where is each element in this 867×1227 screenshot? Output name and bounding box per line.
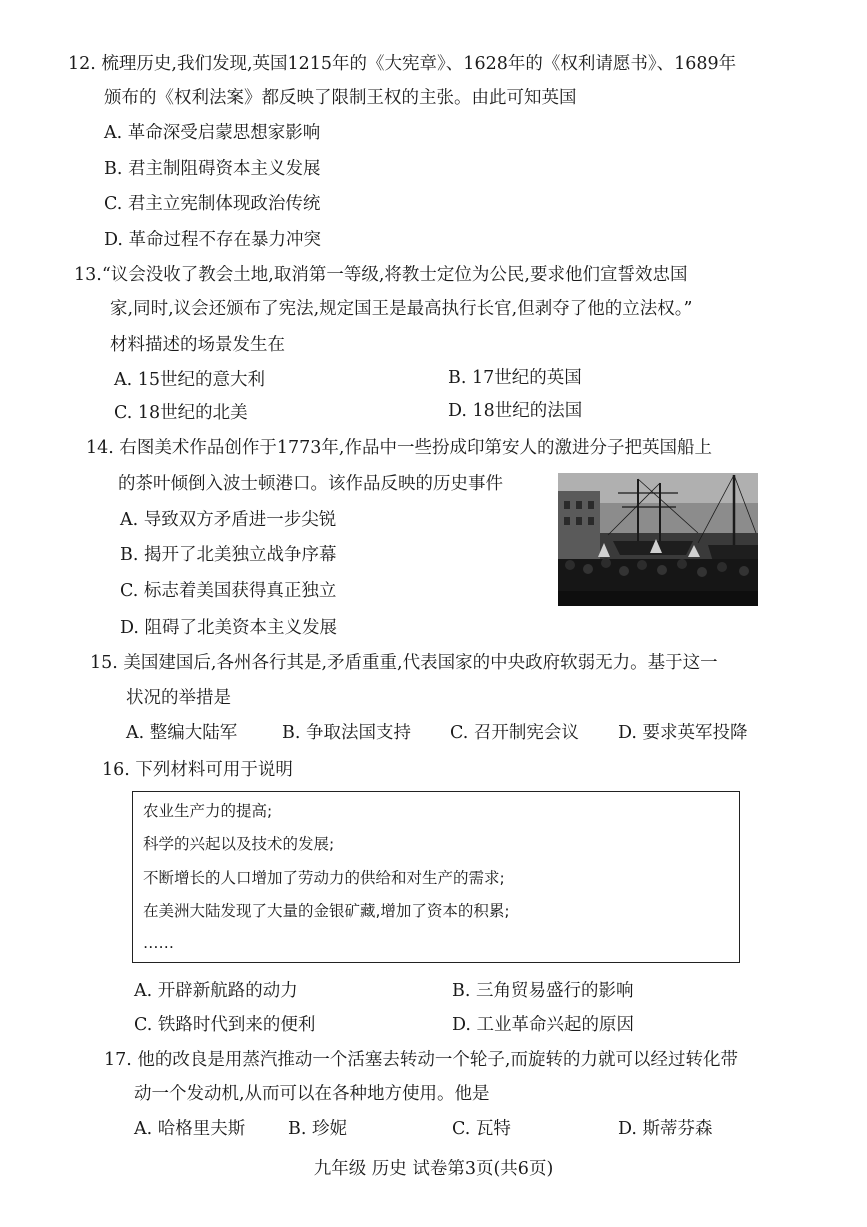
q17-option-c: C. 瓦特	[452, 1119, 511, 1139]
q13-stem-line3: 材料描述的场景发生在	[110, 335, 285, 355]
page-footer: 九年级 历史 试卷第3页(共6页)	[313, 1159, 554, 1179]
q13-option-d: D. 18世纪的法国	[448, 401, 583, 421]
q15-stem-line2: 状况的举措是	[126, 688, 231, 708]
q12-stem-line1: 12. 梳理历史,我们发现,英国1215年的《大宪章》、1628年的《权利请愿书》、1689年	[68, 54, 737, 74]
artwork-illustration	[558, 473, 758, 606]
q12-option-b: B. 君主制阻碍资本主义发展	[104, 159, 321, 179]
q17-option-a: A. 哈格里夫斯	[134, 1119, 246, 1139]
q16-option-c: C. 铁路时代到来的便利	[134, 1015, 316, 1035]
q15-option-b: B. 争取法国支持	[282, 723, 411, 743]
q14-stem-line1: 14. 右图美术作品创作于1773年,作品中一些扮成印第安人的激进分子把英国船上	[86, 438, 712, 458]
boston-tea-party-artwork	[558, 473, 758, 606]
q13-option-b: B. 17世纪的英国	[448, 368, 582, 388]
q12-stem-line2: 颁布的《权利法案》都反映了限制王权的主张。由此可知英国	[104, 88, 577, 108]
q17-stem-line2: 动一个发动机,从而可以在各种地方使用。他是	[134, 1084, 490, 1104]
q12-option-a: A. 革命深受启蒙思想家影响	[104, 123, 321, 143]
q16-material-line-1: 农业生产力的提高;	[143, 802, 273, 820]
q16-material-line-2: 科学的兴起以及技术的发展;	[143, 835, 335, 853]
q12-option-d: D. 革命过程不存在暴力冲突	[104, 230, 322, 250]
q15-stem-line1: 15. 美国建国后,各州各行其是,矛盾重重,代表国家的中央政府软弱无力。基于这一	[90, 653, 718, 673]
q16-material-line-4: 在美洲大陆发现了大量的金银矿藏,增加了资本的积累;	[143, 902, 510, 920]
q16-stem-line1: 16. 下列材料可用于说明	[102, 760, 293, 780]
q13-stem-line2: 家,同时,议会还颁布了宪法,规定国王是最高执行长官,但剥夺了他的立法权。”	[110, 299, 693, 319]
q17-option-b: B. 珍妮	[288, 1119, 347, 1139]
q16-material-box	[132, 791, 740, 963]
q14-option-c: C. 标志着美国获得真正独立	[120, 581, 337, 601]
q12-option-c: C. 君主立宪制体现政治传统	[104, 194, 321, 214]
q16-material-line-5: ……	[143, 934, 174, 952]
q17-option-d: D. 斯蒂芬森	[618, 1119, 713, 1139]
q13-option-c: C. 18世纪的北美	[114, 403, 248, 423]
q14-option-b: B. 揭开了北美独立战争序幕	[120, 545, 337, 565]
q13-option-a: A. 15世纪的意大利	[114, 370, 266, 390]
q16-option-d: D. 工业革命兴起的原因	[452, 1015, 635, 1035]
q13-stem-line1: 13.“议会没收了教会土地,取消第一等级,将教士定位为公民,要求他们宣誓效忠国	[74, 265, 688, 285]
q14-option-d: D. 阻碍了北美资本主义发展	[120, 618, 338, 638]
q16-option-b: B. 三角贸易盛行的影响	[452, 981, 634, 1001]
q16-material-line-3: 不断增长的人口增加了劳动力的供给和对生产的需求;	[143, 869, 505, 887]
q15-option-a: A. 整编大陆军	[126, 723, 238, 743]
q14-stem-line2: 的茶叶倾倒入波士顿港口。该作品反映的历史事件	[118, 474, 503, 494]
q17-stem-line1: 17. 他的改良是用蒸汽推动一个活塞去转动一个轮子,而旋转的力就可以经过转化带	[104, 1050, 738, 1070]
q15-option-c: C. 召开制宪会议	[450, 723, 579, 743]
q14-option-a: A. 导致双方矛盾进一步尖锐	[120, 510, 337, 530]
q16-option-a: A. 开辟新航路的动力	[134, 981, 298, 1001]
q15-option-d: D. 要求英军投降	[618, 723, 748, 743]
